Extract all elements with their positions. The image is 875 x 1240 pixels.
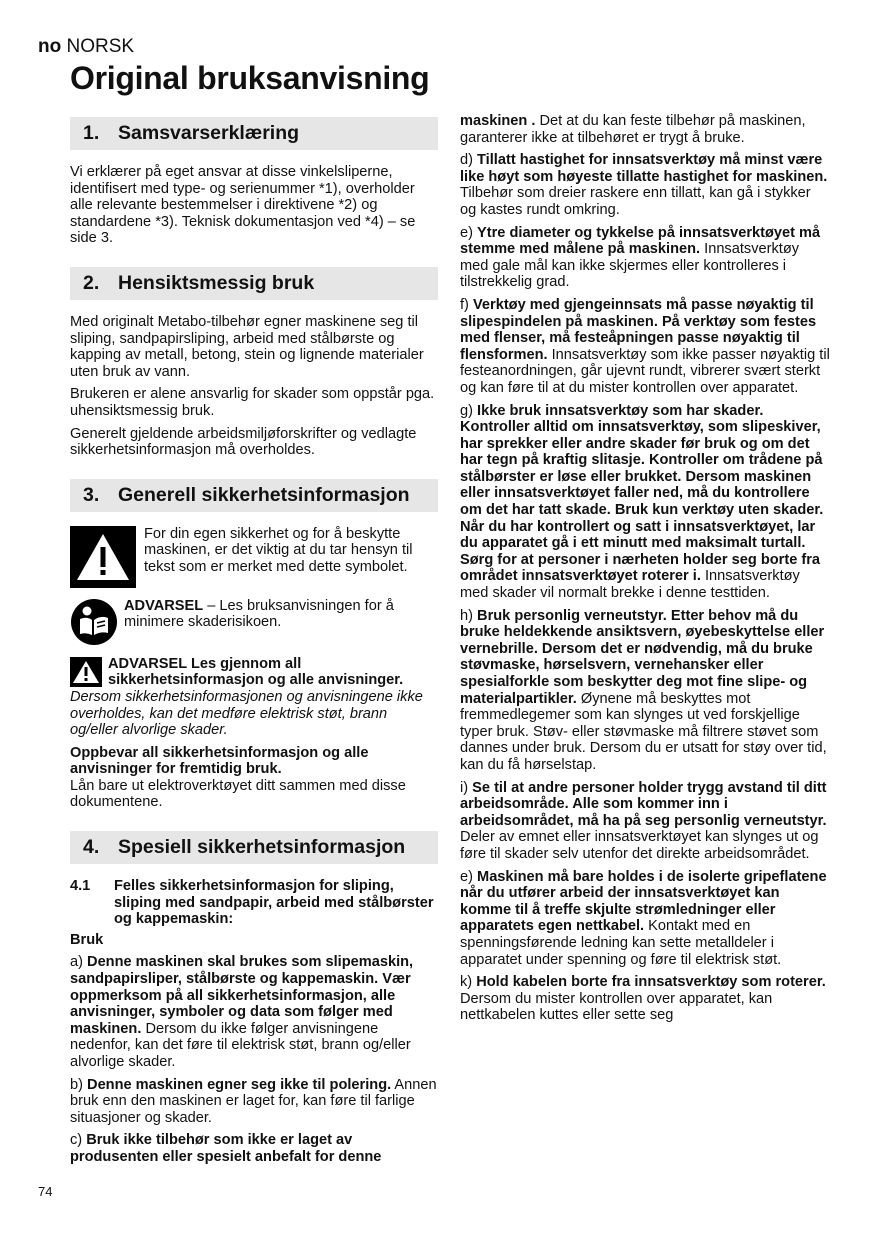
read-manual-warning bbox=[70, 598, 438, 646]
section-3-heading bbox=[70, 479, 438, 512]
item-c-continued: maskinen . Det at du kan feste tilbehør på maskinen, garanterer ikke at tilbehøret er trygt å bruke. bbox=[460, 113, 806, 146]
page-title: Original bruksanvisning bbox=[70, 60, 430, 96]
responsibility-paragraph: Brukeren er alene ansvarlig for skader som oppstår pga. uhensiktsmessig bruk. bbox=[70, 386, 435, 419]
item-e-diameter: e) Ytre diameter og tykkelse på innsatsverktøyet må stemme med målene på maskinen. Innsatsverktøy med gale mål kan ikke skjermes eller kontrolleres i tilstrekkelig grad. bbox=[460, 224, 821, 291]
item-a: a) Denne maskinen skal brukes som slipemaskin, sandpapirsliper, stålbørste og kappemaskin. Vær oppmerksom på all sikkerhetsinformasjon, alle anvisninger, symboler og data som følger med maskinen. Dersom du ikke følger anvisningene nedenfor, kan det føre til elektrisk støt, brann og/eller alvorlige skader. bbox=[70, 954, 414, 1070]
general-warning: ADVARSEL Les gjennom all sikkerhetsinformasjon og alle anvisninger. Dersom sikkerhetsinformasjonen og anvisningene ikke overholdes, kan det medføre elektrisk støt, brann og/eller alvorlige skader. bbox=[70, 655, 423, 739]
item-f: f) Verktøy med gjengeinnsats må passe nøyaktig til slipespindelen på maskinen. På verktøy som festes med flenser, må festeåpningen passe nøyaktig til flensformen. Innsatsverktøy som ikke passer nøyaktig til festeanordningen, går ujevnt rundt, vibrerer svært sterkt og kan føre til at du mister kontrollen over apparatet. bbox=[460, 296, 830, 396]
section-title: Spesiell sikkerhetsinformasjon bbox=[118, 836, 406, 859]
left-column bbox=[70, 113, 438, 1172]
section-1-heading bbox=[70, 117, 438, 150]
declaration-text: Vi erklærer på eget ansvar at disse vinkelsliperne, identifisert med type- og serienummer *1), overholder alle relevante bestemmelser i direktivene *2) og standardene *3). Teknisk dokumentasjon ved *4) – se side 3. bbox=[70, 164, 416, 247]
keep-instructions: Oppbevar all sikkerhetsinformasjon og alle anvisninger for fremtidig bruk. Lån bare ut elektroverktøyet ditt sammen med disse dokumentene. bbox=[70, 744, 406, 811]
subsection-4-1-heading: 4.1 Felles sikkerhetsinformasjon for sliping, sliping med sandpapir, arbeid med stålbørster og kappemaskin: bbox=[70, 878, 434, 928]
item-i: i) Se til at andre personer holder trygg avstand til ditt arbeidsområde. Alle som kommer inn i arbeidsområdet, må ha på seg personlig verneutstyr. Deler av emnet eller innsatsverktøyet kan slynges ut og føre til skader selv utenfor det direkte arbeidsområdet. bbox=[460, 779, 827, 862]
section-number: 1. bbox=[83, 122, 100, 144]
read-manual-text: ADVARSEL – Les bruksanvisningen for å minimere skaderisikoen. bbox=[124, 597, 394, 631]
symbol-note-text: For din egen sikkerhet og for å beskytte maskinen, er det viktig at du tar hensyn til tekst som er merket med dette symbolet. bbox=[144, 525, 413, 575]
item-k: k) Hold kabelen borte fra innsatsverktøy som roterer. Dersom du mister kontrollen over apparatet, kan nettkabelen kuttes eller sette seg bbox=[460, 974, 826, 1024]
language-code: no bbox=[38, 36, 62, 57]
language-name: NORSK bbox=[66, 36, 135, 57]
section-2-heading bbox=[70, 267, 438, 300]
section-number: 4. bbox=[83, 836, 100, 859]
safety-symbol-note bbox=[70, 526, 438, 588]
read-manual-icon bbox=[70, 598, 118, 646]
item-g: g) Ikke bruk innsatsverktøy som har skader. Kontroller alltid om innsatsverktøy, som slipeskiver, har sprekker eller andre skader før bruk og om det har tegn på kraftig slitasje. Kontroller om trådene på stålbørster er løse eller brukket. Dersom maskinen eller innsatsverktøyet faller ned, må du kontrollere om det har tatt skade. Bruk kun verktøy uten skader. Når du har kontrollert og satt i innsatsverktøyet, lar du apparatet gå i ett minutt med maksimalt turtall. Sørg for at personer i nærheten holder seg borte fra området innsatsverktøyet roterer i. Innsatsverktøy med skader vil normalt brekke i denne testtiden. bbox=[460, 402, 824, 602]
language-label bbox=[38, 36, 134, 58]
page-number: 74 bbox=[38, 1184, 53, 1199]
section-title: Hensiktsmessig bruk bbox=[118, 271, 315, 294]
item-h: h) Bruk personlig verneutstyr. Etter behov må du bruke heldekkende ansiktsvern, øyebeskyttelse eller vernebrille. Dersom det er nødvendig, må du bruke støvmaske, hørselsvern, vernehansker eller spesialforkle som beskytter deg mot fine slipe- og materialpartikler. Øynene må beskyttes mot fremmedlegemer som kan slynges ut ved forskjellige typer bruk. Støv- eller støvmaske må filtrere støvet som dannes under bruk. Dersom du er utsatt for støy over tid, kan du få hørselstap. bbox=[460, 607, 827, 773]
right-column bbox=[460, 113, 830, 1030]
section-title: Samsvarserklæring bbox=[118, 122, 300, 144]
item-d: d) Tillatt hastighet for innsatsverktøy må minst være like høyt som høyeste tillatte hastighet for maskinen. Tilbehør som dreier raskere enn tillatt, kan gå i stykker og kastes rundt omkring. bbox=[460, 152, 828, 218]
item-c: c) Bruk ikke tilbehør som ikke er laget av produsenten eller spesielt anbefalt for denne bbox=[70, 1132, 382, 1165]
usage-subheading: Bruk bbox=[70, 931, 104, 948]
item-e-insulated: e) Maskinen må bare holdes i de isolerte gripeflatene når du utfører arbeid der innsatsverktøyet kan komme til å treffe skjulte strømledninger eller apparatets egen nettkabel. Kontakt med en spenningsførende ledning kan sette metalldeler i apparatet under spenning og føre til elektrisk støt. bbox=[460, 868, 827, 968]
small-warning-triangle-icon bbox=[70, 657, 102, 687]
regulations-paragraph: Generelt gjeldende arbeidsmiljøforskrifter og vedlagte sikkerhetsinformasjon må overholdes. bbox=[70, 425, 417, 459]
section-4-heading bbox=[70, 831, 438, 864]
section-number: 2. bbox=[83, 271, 100, 294]
section-number: 3. bbox=[83, 483, 100, 506]
section-title: Generell sikkerhetsinformasjon bbox=[118, 483, 410, 506]
warning-triangle-icon bbox=[70, 526, 136, 588]
intended-use-paragraph: Med originalt Metabo-tilbehør egner maskinene seg til sliping, sandpapirsliping, arbeid med stålbørste og kapping av metall, betong, stein og lignende materialer uten bruk av vann. bbox=[70, 313, 424, 380]
item-b: b) Denne maskinen egner seg ikke til polering. Annen bruk enn den maskinen er laget for, kan føre til farlige situasjoner og skader. bbox=[70, 1076, 437, 1126]
